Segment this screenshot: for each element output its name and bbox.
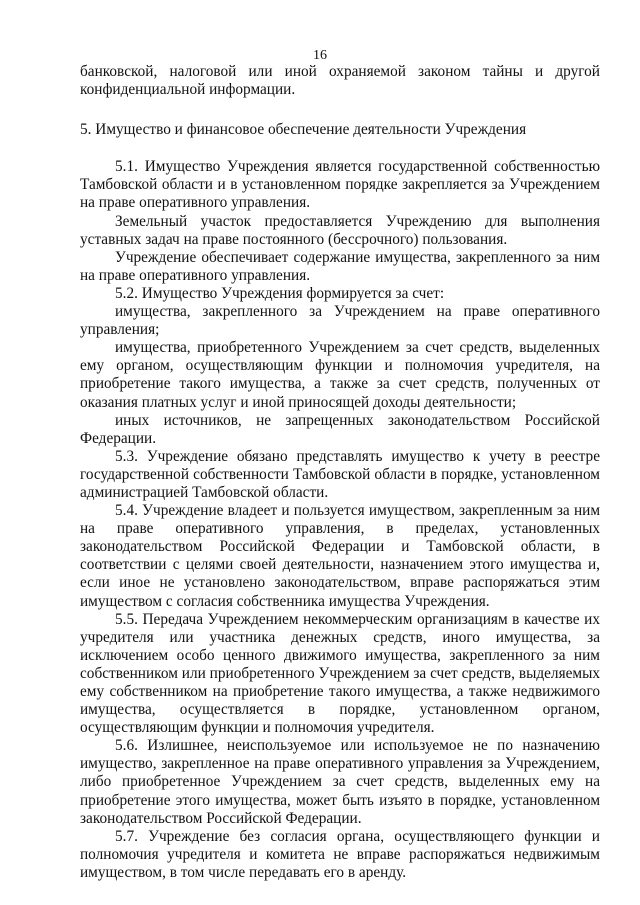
list-item-assigned-property: имущества, закрепленного за Учреждением на праве оперативного управления; xyxy=(80,303,600,339)
document-body xyxy=(80,63,600,882)
paragraph-5-5: 5.5. Передача Учреждением некоммерческим организациям в качестве их учредителя или участника денежных средств, иного имущества, за исключением особо ценного движимого имущества, закрепленного за ним собственником или приобретенного Учреждением за счет средств, выделяемых ему собственником на приобретение такого имущества, а также недвижимого имущества, осуществляется в порядке, установленном органом, осуществляющим функции и полномочия учредителя. xyxy=(80,610,600,737)
paragraph-continuation: банковской, налоговой или иной охраняемой законом тайны и другой конфиденциальной информации. xyxy=(80,63,600,99)
list-item-other-sources: иных источников, не запрещенных законодательством Российской Федерации. xyxy=(80,411,600,447)
paragraph-5-4: 5.4. Учреждение владеет и пользуется имуществом, закрепленным за ним на праве оперативного управления, в пределах, установленных законодательством Российской Федерации и Тамбовской области, в соответствии с целями своей деятельности, назначением этого имущества и, если иное не установлено законодательством, вправе распоряжаться этим имуществом с согласия собственника имущества Учреждения. xyxy=(80,502,600,610)
paragraph-5-3: 5.3. Учреждение обязано представлять имущество к учету в реестре государственной собственности Тамбовской области в порядке, установленном администрацией Тамбовской области. xyxy=(80,447,600,501)
paragraph-land-plot: Земельный участок предоставляется Учреждению для выполнения уставных задач на праве постоянного (бессрочного) пользования. xyxy=(80,212,600,248)
page-number: 16 xyxy=(313,48,327,63)
paragraph-5-1: 5.1. Имущество Учреждения является государственной собственностью Тамбовской области и в установленном порядке закрепляется за Учреждением на праве оперативного управления. xyxy=(80,158,600,212)
paragraph-maintenance: Учреждение обеспечивает содержание имущества, закрепленного за ним на праве оперативного управления. xyxy=(80,248,600,284)
section-heading: 5. Имущество и финансовое обеспечение деятельности Учреждения xyxy=(80,121,527,139)
paragraph-5-2: 5.2. Имущество Учреждения формируется за счет: xyxy=(115,284,445,302)
list-item-acquired-property: имущества, приобретенного Учреждением за счет средств, выделенных ему органом, осуществляющим функции и полномочия учредителя, на приобретение такого имущества, а также за счет средств, полученных от оказания платных услуг и иной приносящей доходы деятельности; xyxy=(80,339,600,411)
paragraph-5-7: 5.7. Учреждение без согласия органа, осуществляющего функции и полномочия учредителя и комитета не вправе распоряжаться недвижимым имуществом, в том числе передавать его в аренду. xyxy=(80,827,600,881)
paragraph-5-6: 5.6. Излишнее, неиспользуемое или используемое не по назначению имущество, закрепленное на праве оперативного управления за Учреждением, либо приобретенное Учреждением за счет средств, выделенных ему на приобретение этого имущества, может быть изъято в порядке, установленном законодательством Российской Федерации. xyxy=(80,737,600,827)
